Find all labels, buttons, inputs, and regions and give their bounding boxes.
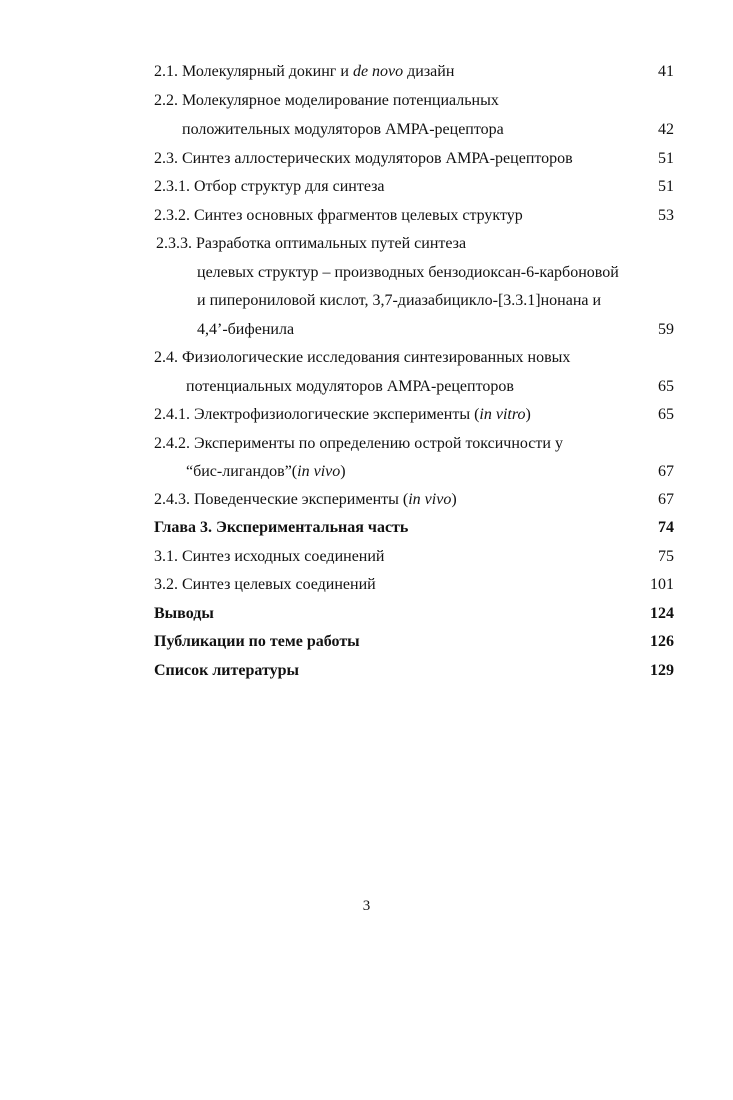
text-fragment: 3.2. Синтез целевых соединений — [154, 576, 376, 593]
text-fragment: 2.3.3. Разработка оптимальных путей синтеза — [156, 235, 467, 252]
toc-line — [0, 119, 733, 141]
text-fragment: потенциальных модуляторов АМРА-рецепторов — [186, 378, 514, 395]
toc-line — [0, 319, 733, 341]
toc-page: 53 — [658, 207, 674, 224]
text-fragment: дизайн — [403, 63, 455, 80]
toc-page: 75 — [658, 548, 674, 565]
toc-page: 41 — [658, 63, 674, 80]
italic-fragment: in vitro — [479, 406, 526, 423]
toc-text — [186, 461, 346, 483]
toc-text — [154, 433, 563, 455]
toc-page: 67 — [658, 463, 674, 480]
text-fragment: 2.1. Молекулярный докинг и — [154, 63, 353, 80]
toc-line — [0, 603, 733, 625]
toc-line — [0, 262, 733, 284]
toc-text — [156, 233, 466, 255]
text-fragment: 2.3.1. Отбор структур для синтеза — [154, 178, 385, 195]
toc-page: 124 — [650, 605, 674, 622]
toc-line — [0, 233, 733, 255]
toc-page: 59 — [658, 321, 674, 338]
toc-text — [154, 631, 360, 653]
toc-line — [0, 404, 733, 426]
toc-line — [0, 61, 733, 83]
toc-text — [154, 489, 457, 511]
text-fragment: Список литературы — [154, 662, 299, 679]
toc-text — [197, 262, 619, 284]
text-fragment: и пиперониловой кислот, 3,7-диазабицикло-[3.3.1]нонана и — [197, 292, 602, 309]
toc-line — [0, 517, 733, 539]
toc-text — [154, 347, 570, 369]
text-fragment: 3.1. Синтез исходных соединений — [154, 548, 385, 565]
toc-page: 67 — [658, 491, 674, 508]
toc-page: 51 — [658, 150, 674, 167]
toc-text — [182, 119, 504, 141]
toc-line — [0, 546, 733, 568]
toc-line — [0, 631, 733, 653]
text-fragment: ) — [340, 463, 346, 480]
page-number: 3 — [362, 898, 371, 914]
toc-text — [154, 546, 384, 568]
toc-line — [0, 290, 733, 312]
toc-page: 126 — [650, 633, 674, 650]
toc-text — [186, 376, 514, 398]
toc-text — [154, 660, 299, 682]
text-fragment: 2.4.1. Электрофизиологические эксперименты ( — [154, 406, 480, 423]
text-fragment: “бис-лигандов”( — [186, 463, 298, 480]
toc-line — [0, 461, 733, 483]
text-fragment: 2.2. Молекулярное моделирование потенциальных — [154, 92, 499, 109]
toc-line — [0, 376, 733, 398]
italic-fragment: in vivo — [408, 491, 452, 508]
toc-page: 101 — [650, 576, 674, 593]
toc-line — [0, 489, 733, 511]
text-fragment: 2.4.3. Поведенческие эксперименты ( — [154, 491, 409, 508]
toc-text — [154, 603, 214, 625]
toc-line — [0, 574, 733, 596]
italic-fragment: in vivo — [297, 463, 341, 480]
toc-page: 51 — [658, 178, 674, 195]
toc-page: 65 — [658, 406, 674, 423]
toc-text — [154, 90, 499, 112]
toc-line — [0, 176, 733, 198]
text-fragment: Публикации по теме работы — [154, 633, 360, 650]
toc-text — [154, 205, 523, 227]
text-fragment: 2.3. Синтез аллостерических модуляторов АМРА-рецепторов — [154, 150, 573, 167]
toc-line — [0, 433, 733, 455]
text-fragment: Глава 3. Экспериментальная часть — [154, 519, 409, 536]
text-fragment: ) — [525, 406, 531, 423]
toc-line — [0, 660, 733, 682]
toc-text — [154, 148, 573, 170]
toc-text — [154, 574, 376, 596]
toc-text — [154, 404, 531, 426]
text-fragment: положительных модуляторов АМРА-рецептора — [182, 121, 504, 138]
toc-line — [0, 205, 733, 227]
toc-page: 65 — [658, 378, 674, 395]
toc-text — [154, 517, 408, 539]
text-fragment: 2.3.2. Синтез основных фрагментов целевых структур — [154, 207, 523, 224]
text-fragment: ) — [451, 491, 457, 508]
text-fragment: целевых структур – производных бензодиоксан-6-карбоновой — [197, 264, 619, 281]
toc-text — [197, 319, 294, 341]
toc-line — [0, 90, 733, 112]
toc-page: 42 — [658, 121, 674, 138]
toc-page: 129 — [650, 662, 674, 679]
toc-line — [0, 148, 733, 170]
text-fragment: 4,4’-бифенила — [197, 321, 295, 338]
toc-text — [154, 176, 385, 198]
text-fragment: 2.4.2. Эксперименты по определению острой токсичности у — [154, 435, 563, 452]
toc-text — [154, 61, 454, 83]
text-fragment: 2.4. Физиологические исследования синтезированных новых — [154, 349, 571, 366]
toc-text — [197, 290, 601, 312]
toc-line — [0, 347, 733, 369]
text-fragment: Выводы — [154, 605, 214, 622]
italic-fragment: de novo — [352, 63, 404, 80]
toc-page: 74 — [658, 519, 674, 536]
